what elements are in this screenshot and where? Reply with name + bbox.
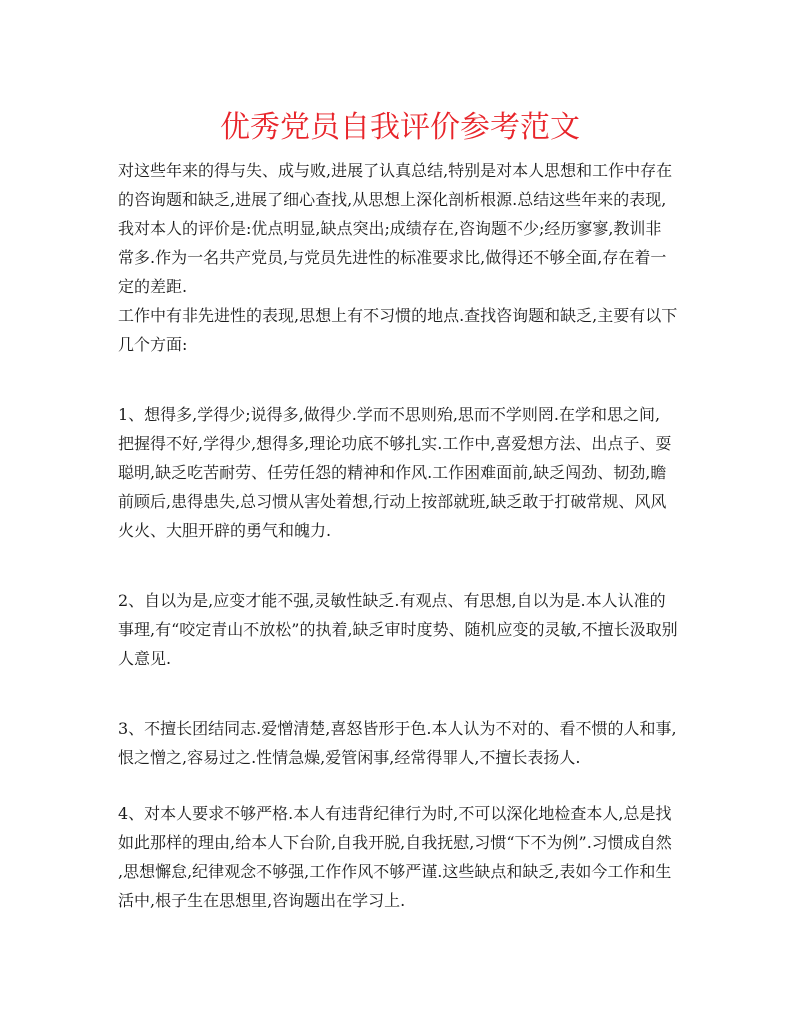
text-line: 常多.作为一名共产党员,与党员先进性的标准要求比,做得还不够全面,存在着一: [118, 248, 667, 267]
text-line: 如此那样的理由,给本人下台阶,自我开脱,自我抚慰,习惯“下不为例”.习惯成自然: [118, 833, 672, 852]
page-title: 优秀党员自我评价参考范文: [220, 110, 580, 145]
text-line: 1、想得多,学得少;说得多,做得少.学而不思则殆,思而不学则罔.在学和思之间,: [118, 405, 661, 424]
text-line: 几个方面:: [118, 335, 188, 354]
text-line: 恨之憎之,容易过之.性情急燥,爱管闲事,经常得罪人,不擅长表扬人.: [118, 748, 581, 767]
text-line: 我对本人的评价是:优点明显,缺点突出;成绩存在,咨询题不少;经历寥寥,教训非: [118, 219, 662, 238]
text-line: 3、不擅长团结同志.爱憎清楚,喜怒皆形于色.本人认为不对的、看不惯的人和事,: [118, 719, 677, 738]
text-line: 2、自以为是,应变才能不强,灵敏性缺乏.有观点、有思想,自以为是.本人认准的: [118, 591, 666, 610]
text-line: 人意见.: [118, 649, 172, 668]
text-line: 火火、大胆开辟的勇气和魄力.: [118, 521, 332, 540]
text-line: 活中,根子生在思想里,咨询题出在学习上.: [118, 891, 406, 910]
text-line: 定的差距.: [118, 277, 188, 296]
text-line: 的咨询题和缺乏,进展了细心查找,从思想上深化剖析根源.总结这些年来的表现,: [118, 190, 667, 209]
text-line: 前顾后,患得患失,总习惯从害处着想,行动上按部就班,缺乏敢于打破常规、风风: [118, 492, 667, 511]
text-line: ,思想懈怠,纪律观念不够强,工作作风不够严谨.这些缺点和缺乏,表如今工作和生: [118, 862, 672, 881]
text-line: 把握得不好,学得少,想得多,理论功底不够扎实.工作中,喜爱想方法、出点子、耍: [118, 434, 672, 453]
text-line: 对这些年来的得与失、成与败,进展了认真总结,特别是对本人思想和工作中存在: [118, 161, 673, 180]
text-line: 4、对本人要求不够严格.本人有违背纪律行为时,不可以深化地检查本人,总是找: [118, 804, 672, 823]
text-line: 事理,有“咬定青山不放松”的执着,缺乏审时度势、随机应变的灵敏,不擅长汲取别: [118, 620, 678, 639]
text-line: 工作中有非先进性的表现,思想上有不习惯的地点.查找咨询题和缺乏,主要有以下: [118, 306, 678, 325]
text-line: 聪明,缺乏吃苦耐劳、任劳任怨的精神和作风.工作困难面前,缺乏闯劲、韧劲,瞻: [118, 463, 667, 482]
